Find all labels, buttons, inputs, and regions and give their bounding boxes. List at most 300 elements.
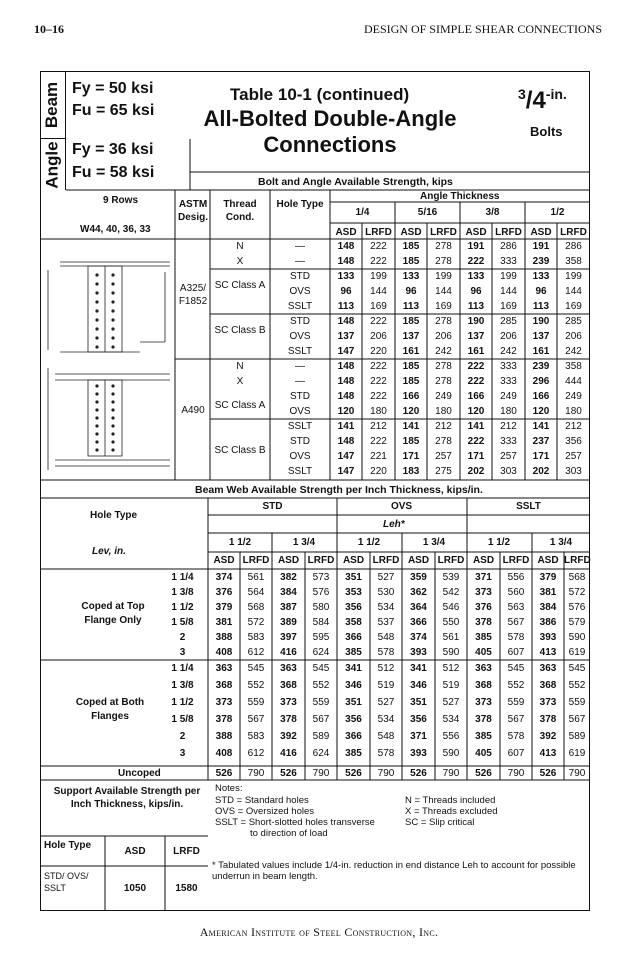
bolt-value-10-4: 166 [467,391,485,402]
bolt-value-9-3: 278 [435,376,452,387]
hole-9: — [295,376,305,387]
group-coped-top: Coped at Top Flange Only [81,601,145,626]
bolt-value-11-4: 120 [467,406,485,417]
web-value-9-4: 356 [345,714,362,725]
bolt-value-15-3: 275 [435,466,452,477]
web-value-12-1: 790 [247,768,265,779]
bolt-value-12-5: 212 [500,421,517,432]
bolt-value-9-1: 222 [370,376,387,387]
hole-type-0: STD [262,501,283,512]
thread-header: Thread Cond. [223,199,257,223]
hole-4: SSLT [287,301,313,312]
cond-sc-a-2: SC Class A [214,400,266,411]
web-value-10-2: 392 [280,731,297,742]
beam-fu: Fu = 65 ksi [72,102,155,119]
web-value-5-5: 578 [377,647,395,658]
web-value-12-0: 526 [215,768,233,779]
web-value-11-9: 607 [507,748,525,759]
web-value-6-10: 363 [539,663,557,674]
bolt-value-0-0: 148 [337,241,355,252]
bolt-value-12-0: 141 [337,421,355,432]
leh-value-3: 1 3/4 [422,537,446,548]
thickness-0: 1/4 [355,207,370,218]
web-value-2-1: 568 [247,602,265,613]
web-value-6-2: 363 [280,663,297,674]
web-value-11-6: 393 [410,748,427,759]
bolt-value-11-3: 180 [435,406,452,417]
hole-0: — [295,241,305,252]
bolt-value-8-2: 185 [402,361,420,372]
hole-15: SSLT [287,466,313,477]
bolt-value-6-0: 137 [337,331,355,342]
lev-0: 1 1/4 [171,572,194,583]
bolt-value-4-0: 113 [337,301,355,312]
web-value-4-3: 595 [312,632,330,643]
note-sslt-cont: to direction of load [250,828,328,839]
web-value-11-7: 590 [442,748,460,759]
bolt-value-15-2: 183 [402,466,420,477]
web-value-12-10: 526 [539,768,557,779]
bolt-value-15-4: 202 [467,466,485,477]
web-value-4-8: 385 [475,632,492,643]
angle-tab: Angle [40,139,66,190]
web-value-11-0: 408 [215,748,233,759]
bolt-value-4-6: 113 [532,301,550,312]
bolt-value-1-0: 148 [337,256,355,267]
bolt-value-8-7: 358 [565,361,582,372]
note-x: X = Threads excluded [405,806,498,817]
web-value-8-11: 559 [568,697,586,708]
bolt-value-13-4: 222 [467,436,485,447]
web-value-7-9: 552 [507,680,525,691]
bolt-value-0-6: 191 [532,241,550,252]
web-value-0-9: 556 [507,572,525,583]
web-value-7-0: 368 [215,680,233,691]
cond-sc-b-1: SC Class B [214,325,266,336]
web-value-5-11: 619 [568,647,586,658]
web-value-8-3: 559 [312,697,330,708]
web-value-8-7: 527 [442,697,460,708]
web-value-9-0: 378 [215,714,233,725]
web-value-1-10: 381 [539,587,557,598]
web-value-2-2: 387 [280,602,297,613]
web-value-5-1: 612 [247,647,265,658]
bolt-value-0-1: 222 [370,241,387,252]
bolt-table-caption: Bolt and Angle Available Strength, kips [258,176,453,188]
lev-1: 1 3/8 [171,587,194,598]
web-value-6-0: 363 [215,663,233,674]
bolt-value-3-7: 144 [565,286,582,297]
bolt-value-4-1: 169 [370,301,387,312]
web-value-12-11: 790 [568,768,586,779]
leh-label: Leh* [383,519,405,530]
lrfd-header-1: LRFD [430,227,457,238]
web-value-12-7: 790 [442,768,460,779]
bolt-value-3-5: 144 [500,286,517,297]
bolt-value-2-6: 133 [532,271,550,282]
web-value-11-5: 578 [377,748,395,759]
lrfd-header-3: LRFD [560,227,587,238]
web-value-3-0: 381 [215,617,233,628]
web-value-9-8: 378 [475,714,492,725]
bolt-value-10-2: 166 [402,391,420,402]
hole-3: OVS [289,286,311,297]
bolt-value-9-6: 296 [532,376,550,387]
bolt-value-6-1: 206 [370,331,387,342]
bolt-value-1-5: 333 [500,256,517,267]
bolt-value-11-1: 180 [370,406,387,417]
web-value-4-0: 388 [215,632,233,643]
web-asd-header-0: ASD [213,555,235,566]
bolt-value-3-6: 96 [535,286,547,297]
web-value-10-8: 385 [475,731,492,742]
web-value-5-7: 590 [442,647,460,658]
bolt-value-2-0: 133 [337,271,355,282]
rows-label: 9 Rows [103,195,139,206]
support-hole-type: Hole Type [44,840,92,851]
bolt-value-13-3: 278 [435,436,452,447]
bolt-value-9-5: 333 [500,376,517,387]
web-value-7-7: 519 [442,680,460,691]
web-value-3-2: 389 [280,617,297,628]
bolt-value-1-1: 222 [370,256,387,267]
thread-0: N [236,241,244,252]
web-value-4-2: 397 [280,632,297,643]
web-value-10-5: 548 [377,731,395,742]
hole-11: OVS [289,406,311,417]
thickness-header: Angle Thickness [420,191,500,202]
web-value-7-6: 346 [410,680,427,691]
web-value-10-11: 589 [568,731,586,742]
bolt-value-10-3: 249 [435,391,452,402]
bolt-value-8-5: 333 [500,361,517,372]
bolt-value-1-6: 239 [532,256,550,267]
lrfd-header-0: LRFD [365,227,392,238]
web-lrfd-header-9: LRFD [502,555,530,566]
hole-header: Hole Type [276,199,324,210]
web-value-11-8: 405 [475,748,492,759]
asd-header-0: ASD [335,227,357,238]
angle-fu: Fu = 58 ksi [72,164,155,181]
page-number: 10–16 [34,22,64,36]
bolt-value-8-3: 278 [435,361,452,372]
notes-heading: Notes: [215,783,243,794]
web-asd-header-10: ASD [537,555,559,566]
web-value-8-5: 527 [377,697,395,708]
bolt-value-15-0: 147 [337,466,355,477]
title-line-1: All-Bolted Double-Angle [203,106,457,131]
lev-6: 1 1/4 [171,663,194,674]
bolt-value-5-5: 285 [500,316,517,327]
hole-type-1: OVS [390,501,413,512]
web-value-12-9: 790 [507,768,525,779]
web-value-11-4: 385 [345,748,362,759]
bolts-label: Bolts [530,124,563,139]
web-lrfd-header-1: LRFD [242,555,270,566]
bolt-value-5-4: 190 [467,316,485,327]
bolt-value-8-6: 239 [532,361,550,372]
bolt-value-15-5: 303 [500,466,517,477]
web-value-0-6: 359 [410,572,427,583]
bolt-value-14-6: 171 [532,451,550,462]
web-value-6-3: 545 [312,663,330,674]
web-value-11-3: 624 [312,748,330,759]
web-value-10-7: 556 [442,731,460,742]
support-label: Support Available Strength per Inch Thickness, kips/in. [53,786,201,810]
web-value-12-2: 526 [280,768,297,779]
hole-8: — [295,361,305,372]
hole-7: SSLT [287,346,313,357]
web-value-11-2: 416 [280,748,297,759]
web-value-8-9: 559 [507,697,525,708]
bolt-value-13-0: 148 [337,436,355,447]
web-value-12-6: 526 [410,768,427,779]
bolt-value-6-7: 206 [565,331,582,342]
web-value-2-10: 384 [539,602,557,613]
lev-label: Lev, in. [92,546,126,557]
web-value-8-10: 373 [539,697,557,708]
web-value-9-9: 567 [507,714,525,725]
web-value-5-9: 607 [507,647,525,658]
hole-13: STD [290,436,310,447]
connection-sketch-coped [48,262,170,352]
web-value-5-3: 624 [312,647,330,658]
web-value-9-5: 534 [377,714,395,725]
lev-10: 2 [179,731,186,742]
web-value-1-4: 353 [345,587,362,598]
bolt-value-12-2: 141 [402,421,420,432]
web-value-7-5: 519 [377,680,395,691]
angle-fy: Fy = 36 ksi [72,141,154,158]
bolt-value-0-5: 286 [500,241,517,252]
lev-4: 2 [179,632,186,643]
bolt-value-12-7: 212 [565,421,582,432]
web-value-5-10: 413 [539,647,557,658]
web-value-10-6: 371 [410,731,427,742]
bolt-value-10-1: 222 [370,391,387,402]
bolt-value-14-0: 147 [337,451,355,462]
web-lrfd-header-5: LRFD [372,555,400,566]
web-value-3-11: 579 [568,617,586,628]
thickness-2: 3/8 [485,207,500,218]
bolt-value-1-7: 358 [565,256,582,267]
bolt-value-11-6: 120 [532,406,550,417]
bolt-value-1-4: 222 [467,256,485,267]
web-value-10-9: 578 [507,731,525,742]
section-title: DESIGN OF SIMPLE SHEAR CONNECTIONS [363,22,602,36]
web-value-2-0: 379 [215,602,233,613]
web-value-6-11: 545 [568,663,586,674]
web-value-9-10: 378 [539,714,557,725]
bolt-value-11-0: 120 [337,406,355,417]
bolt-value-14-5: 257 [500,451,517,462]
web-value-8-1: 559 [247,697,265,708]
web-value-3-9: 567 [507,617,525,628]
page-footer: American Institute of Steel Construction, Inc. [199,925,439,939]
web-lrfd-header-11: LRFD [564,555,591,566]
bolt-value-5-0: 148 [337,316,355,327]
bolt-value-5-7: 285 [565,316,582,327]
bolt-value-11-5: 180 [500,406,517,417]
web-value-1-0: 376 [215,587,233,598]
thickness-3: 1/2 [550,207,565,218]
web-value-9-11: 567 [568,714,586,725]
web-value-0-8: 371 [475,572,492,583]
table-subtitle: Table 10-1 (continued) [230,85,410,104]
bolt-value-2-4: 133 [467,271,485,282]
web-value-10-0: 388 [215,731,233,742]
web-value-0-5: 527 [377,572,395,583]
bolt-value-0-4: 191 [467,241,485,252]
bolt-value-13-6: 237 [532,436,550,447]
web-value-8-0: 373 [215,697,233,708]
bolt-value-14-3: 257 [435,451,452,462]
beam-tab: Beam [40,71,66,139]
web-value-1-7: 542 [442,587,460,598]
web-value-10-4: 366 [345,731,362,742]
hole-12: SSLT [287,421,313,432]
lev-9: 1 5/8 [171,714,194,725]
bolt-value-4-7: 169 [565,301,582,312]
bolt-value-15-1: 220 [370,466,387,477]
web-value-4-10: 393 [539,632,557,643]
web-value-2-7: 546 [442,602,460,613]
hole-type-2: SSLT [516,501,541,512]
lev-3: 1 5/8 [171,617,194,628]
web-value-7-4: 346 [345,680,362,691]
leh-value-5: 1 3/4 [549,537,573,548]
footnote: * Tabulated values include 1/4-in. reduction in end distance Leh to account for possible underrun in beam length. [212,860,576,882]
bolt-value-9-2: 185 [402,376,420,387]
web-value-10-3: 589 [312,731,330,742]
hole-type-label: Hole Type [90,510,138,521]
bolt-value-13-5: 333 [500,436,517,447]
bolt-value-11-2: 120 [402,406,420,417]
bolt-value-9-4: 222 [467,376,485,387]
bolt-value-14-7: 257 [565,451,582,462]
bolt-value-4-4: 113 [467,301,485,312]
bolt-value-13-1: 222 [370,436,387,447]
bolt-value-2-7: 199 [565,271,582,282]
hole-1: — [295,256,305,267]
cond-sc-b-2: SC Class B [214,445,266,456]
note-n: N = Threads included [405,795,496,806]
web-value-8-8: 373 [475,697,492,708]
bolt-value-7-2: 161 [402,346,420,357]
web-value-4-9: 578 [507,632,525,643]
web-value-0-0: 374 [215,572,233,583]
web-asd-header-8: ASD [472,555,495,566]
web-value-6-7: 512 [442,663,460,674]
bolt-value-3-4: 96 [470,286,482,297]
lrfd-header-2: LRFD [495,227,522,238]
bolt-value-5-3: 278 [435,316,452,327]
web-value-4-1: 583 [247,632,265,643]
web-value-2-8: 376 [475,602,492,613]
bolt-value-8-1: 222 [370,361,387,372]
web-value-10-1: 583 [247,731,265,742]
web-value-9-1: 567 [247,714,265,725]
web-value-12-4: 526 [345,768,362,779]
bolt-value-10-0: 148 [337,391,355,402]
connection-sketch-uncoped [48,368,170,470]
web-value-0-3: 573 [312,572,330,583]
web-lrfd-header-3: LRFD [307,555,335,566]
web-value-8-2: 373 [280,697,297,708]
uncoped-label: Uncoped [118,768,161,779]
web-value-0-10: 379 [539,572,557,583]
lev-11: 3 [179,748,186,759]
support-asd-header: ASD [124,846,146,857]
lev-8: 1 1/2 [171,697,194,708]
web-value-6-5: 512 [377,663,395,674]
lev-5: 3 [179,647,186,658]
bolt-value-0-2: 185 [402,241,420,252]
asd-header-3: ASD [530,227,552,238]
thread-9: X [236,376,244,387]
lev-7: 1 3/8 [171,680,194,691]
sections-label: W44, 40, 36, 33 [80,224,151,235]
bolt-value-12-4: 141 [467,421,485,432]
web-value-11-10: 413 [539,748,557,759]
bolt-value-5-2: 185 [402,316,420,327]
bolt-size: $^3/4^{-in.}$ [518,86,567,114]
web-value-2-6: 364 [410,602,427,613]
bolt-value-6-6: 137 [532,331,550,342]
web-value-12-8: 526 [475,768,492,779]
web-value-5-6: 393 [410,647,427,658]
web-value-12-3: 790 [312,768,330,779]
web-value-5-2: 416 [280,647,297,658]
bolt-value-9-7: 444 [565,376,582,387]
bolt-value-14-4: 171 [467,451,485,462]
web-value-7-2: 368 [280,680,297,691]
note-sc: SC = Slip critical [405,817,475,828]
web-value-3-10: 386 [539,617,557,628]
bolt-value-7-4: 161 [467,346,485,357]
bolt-value-4-5: 169 [500,301,517,312]
web-value-2-11: 576 [568,602,586,613]
web-lrfd-header-7: LRFD [437,555,465,566]
web-value-4-6: 374 [410,632,427,643]
web-value-4-11: 590 [568,632,586,643]
web-value-6-6: 341 [410,663,427,674]
hole-6: OVS [289,331,311,342]
cond-sc-a-1: SC Class A [214,280,266,291]
thread-8: N [236,361,244,372]
asd-header-2: ASD [465,227,487,238]
web-value-0-2: 382 [280,572,297,583]
web-value-1-1: 564 [247,587,265,598]
web-value-7-11: 552 [568,680,586,691]
beam-fy: Fy = 50 ksi [72,80,154,97]
bolt-value-3-3: 144 [435,286,452,297]
web-value-1-9: 560 [507,587,525,598]
web-value-12-5: 790 [377,768,395,779]
web-value-5-0: 408 [215,647,233,658]
web-value-0-7: 539 [442,572,460,583]
bolt-value-8-4: 222 [467,361,485,372]
bolt-value-4-2: 113 [402,301,420,312]
web-value-9-7: 534 [442,714,460,725]
web-value-7-8: 368 [475,680,492,691]
web-value-4-4: 366 [345,632,362,643]
web-value-3-3: 584 [312,617,330,628]
hole-14: OVS [289,451,311,462]
web-value-7-1: 552 [247,680,265,691]
bolt-value-15-6: 202 [532,466,550,477]
bolt-value-12-3: 212 [435,421,452,432]
